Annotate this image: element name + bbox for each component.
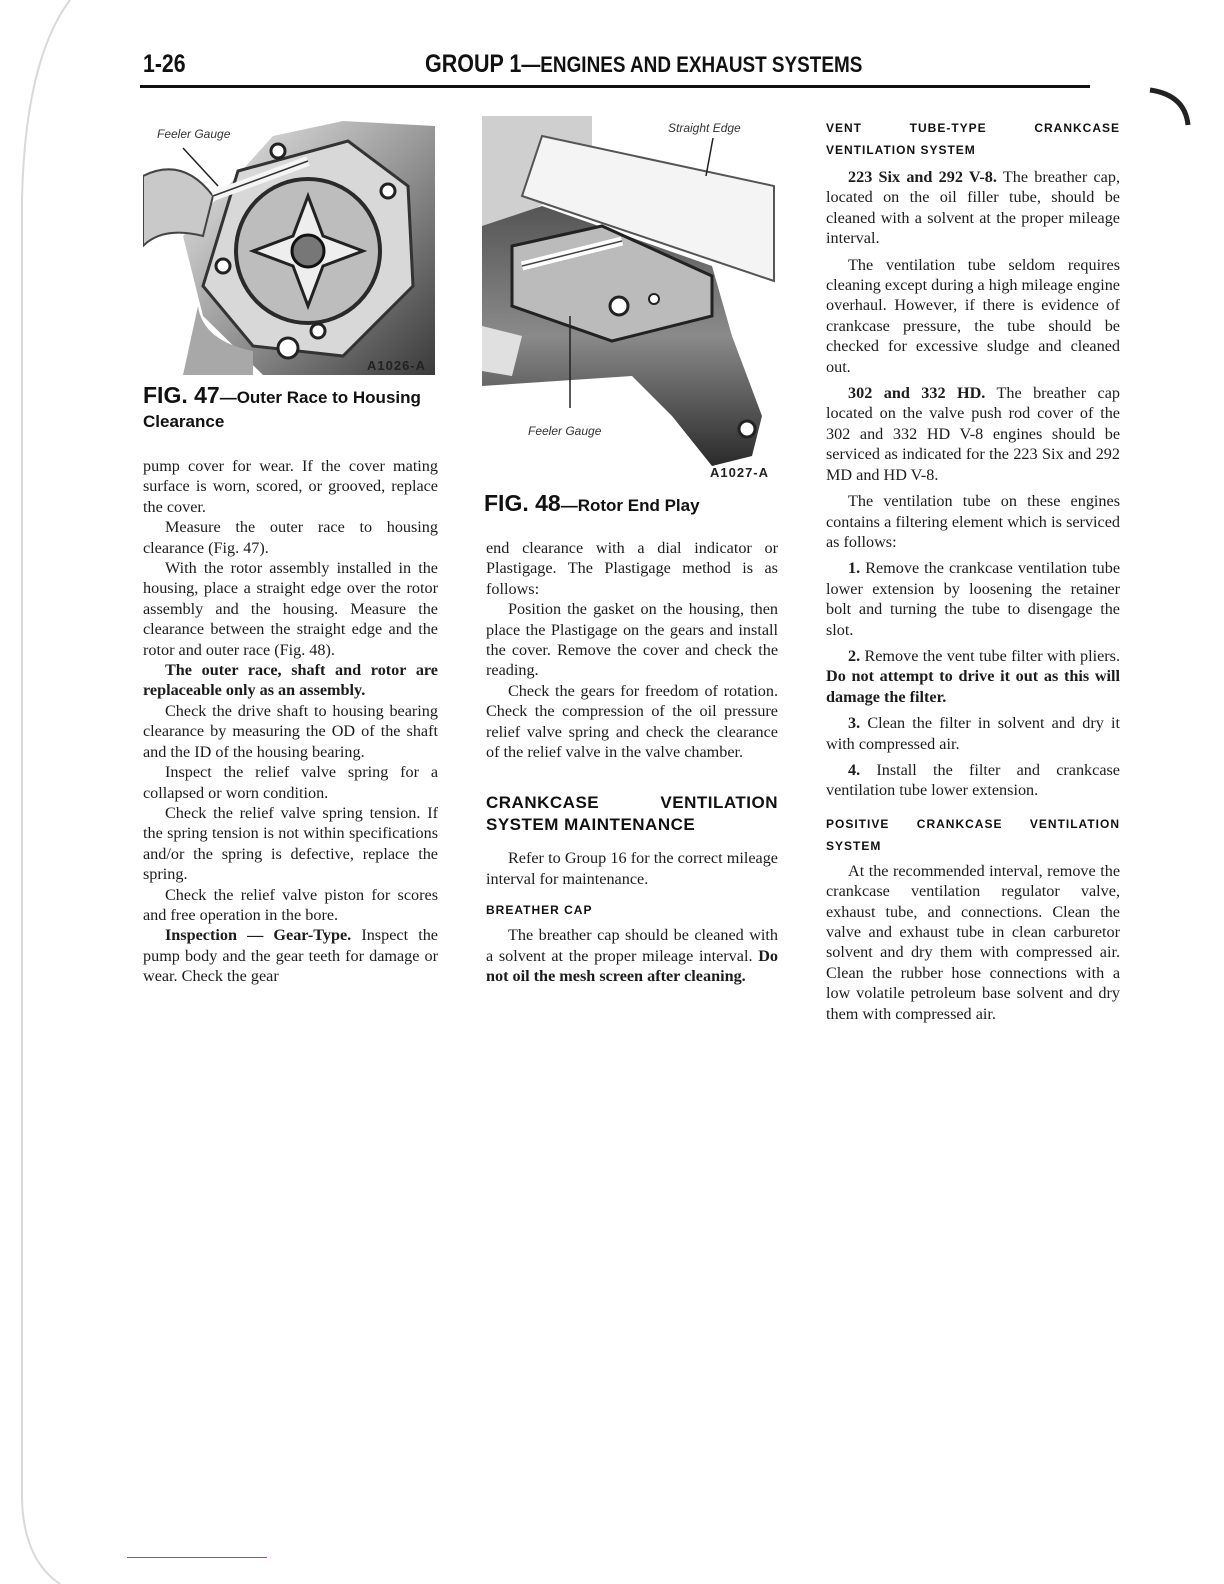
paragraph: The ventilation tube on these engines contains a filtering element which is serviced as follows: bbox=[826, 492, 1120, 551]
paragraph: 302 and 332 HD. The breather cap located on the valve push rod cover of the 302 and 332 HD V-8 engines should be serviced as indicated for the 223 Six and 292 MD and HD V-8. bbox=[826, 384, 1120, 484]
group-subtitle: —ENGINES AND EXHAUST SYSTEMS bbox=[521, 52, 863, 77]
paragraph: Inspect the relief valve spring for a collapsed or worn condition. bbox=[143, 763, 438, 802]
step-2: 2. Remove the vent tube filter with pliers. Do not attempt to drive it out as this will damage the filter. bbox=[826, 646, 1120, 706]
section-heading: CRANKCASE VENTILATION SYSTEM MAINTENANCE bbox=[486, 793, 778, 835]
straight-edge-label: Straight Edge bbox=[668, 121, 741, 135]
subsection-heading: POSITIVE CRANKCASE VENTILATION SYSTEM bbox=[826, 816, 1120, 853]
paragraph: 223 Six and 292 V-8. The breather cap, located on the oil filler tube, should be cleaned with a solvent at the proper mileage interval. bbox=[826, 168, 1121, 248]
step-1: 1. Remove the crankcase ventilation tube lower extension by loosening the retainer bolt and turning the tube to disengage the slot. bbox=[826, 559, 1120, 639]
column-1 bbox=[143, 456, 438, 987]
paragraph: end clearance with a dial indicator or Plastigage. The Plastigage method is as follows: bbox=[486, 539, 778, 598]
page-number: 1-26 bbox=[143, 50, 186, 78]
column-3 bbox=[826, 117, 1120, 1024]
paragraph: With the rotor assembly installed in the housing, place a straight edge over the rotor assembly and the housing. Measure the clearance between the straight edge and the rotor and outer race (Fig. 48). bbox=[143, 559, 438, 659]
step-3: 3. Clean the filter in solvent and dry it with compressed air. bbox=[826, 714, 1120, 753]
paragraph: pump cover for wear. If the cover mating surface is worn, scored, or grooved, replace the cover. bbox=[143, 457, 438, 516]
figure-code: A1027-A bbox=[710, 465, 770, 480]
header-rule bbox=[140, 85, 1090, 88]
run-in-heading: 302 and 332 HD. bbox=[848, 384, 986, 403]
paragraph: Check the relief valve piston for scores and free operation in the bore. bbox=[143, 885, 438, 924]
bold-warning: Do not attempt to drive it out as this will damage the filter. bbox=[826, 667, 1120, 706]
run-in-heading: 223 Six and 292 V-8. bbox=[848, 168, 997, 186]
run-in-heading: Inspection — Gear-Type. bbox=[165, 926, 352, 945]
running-title bbox=[425, 50, 862, 79]
paragraph: Check the relief valve spring tension. If the spring tension is not within specifications and/or the spring is defective, replace the spring. bbox=[143, 803, 438, 884]
step-4: 4. Install the filter and crankcase ventilation tube lower extension. bbox=[826, 760, 1120, 800]
figure-number: FIG. 48 bbox=[484, 490, 561, 516]
figure-48-photo bbox=[482, 116, 782, 486]
paragraph: Measure the outer race to housing clearance (Fig. 47). bbox=[143, 518, 438, 557]
bold-note: The outer race, shaft and rotor are replaceable only as an assembly. bbox=[143, 661, 438, 700]
subsection-heading: VENT TUBE-TYPE CRANKCASE VENTILATION SYSTEM bbox=[826, 121, 1120, 157]
paragraph: At the recommended interval, remove the crankcase ventilation regulator valve, exhaust tube, and connections. Clean the valve and exhaust tube in clean carburetor solvent and dry them with compressed air. Clean the rubber hose connections with a low volatile petroleum base solvent and dry them with compressed air. bbox=[826, 861, 1120, 1023]
feeler-gauge-label: Feeler Gauge bbox=[528, 424, 602, 438]
column-2 bbox=[486, 538, 778, 987]
paragraph: Inspection — Gear-Type. Inspect the pump body and the gear teeth for damage or wear. Check the gear bbox=[143, 926, 438, 986]
figure-code: A1026-A bbox=[367, 358, 427, 373]
figure-number: FIG. 47 bbox=[143, 382, 220, 408]
paragraph: The ventilation tube seldom requires cleaning except during a high mileage engine overhaul. However, if there is evidence of crankcase pressure, the tube should be checked for excessive sludge and cleaned out. bbox=[826, 255, 1120, 376]
rotor-end-play-illustration bbox=[482, 116, 782, 486]
paragraph: Position the gasket on the housing, then place the Plastigage on the gears and install the cover. Remove the cover and check the reading. bbox=[486, 600, 778, 680]
figure-47-photo bbox=[143, 116, 435, 375]
paragraph: Check the drive shaft to housing bearing clearance by measuring the OD of the shaft and the ID of the housing bearing. bbox=[143, 701, 438, 761]
bold-warning: Do not oil the mesh screen after cleaning. bbox=[486, 946, 778, 986]
paragraph: Refer to Group 16 for the correct mileage interval for maintenance. bbox=[486, 849, 778, 888]
feeler-gauge-label: Feeler Gauge bbox=[157, 127, 231, 141]
paragraph: The breather cap should be cleaned with a solvent at the proper mileage interval. Do not oil the mesh screen after cleaning. bbox=[486, 926, 778, 986]
footer-mark bbox=[127, 1557, 267, 1558]
figure-caption-text: —Outer Race to Housing Clearance bbox=[143, 388, 421, 431]
group-title: GROUP 1 bbox=[425, 50, 522, 78]
figure-48-caption bbox=[484, 491, 784, 518]
figure-47-caption bbox=[143, 383, 443, 434]
paragraph: Check the gears for freedom of rotation. Check the compression of the oil pressure relief valve spring and check the clearance of the relief valve in the valve chamber. bbox=[486, 681, 778, 762]
figure-caption-text: —Rotor End Play bbox=[560, 496, 700, 515]
page-header bbox=[140, 50, 1090, 86]
paragraph bbox=[143, 660, 438, 701]
subsection-heading: BREATHER CAP bbox=[486, 903, 593, 918]
oil-pump-housing-illustration bbox=[143, 116, 435, 375]
